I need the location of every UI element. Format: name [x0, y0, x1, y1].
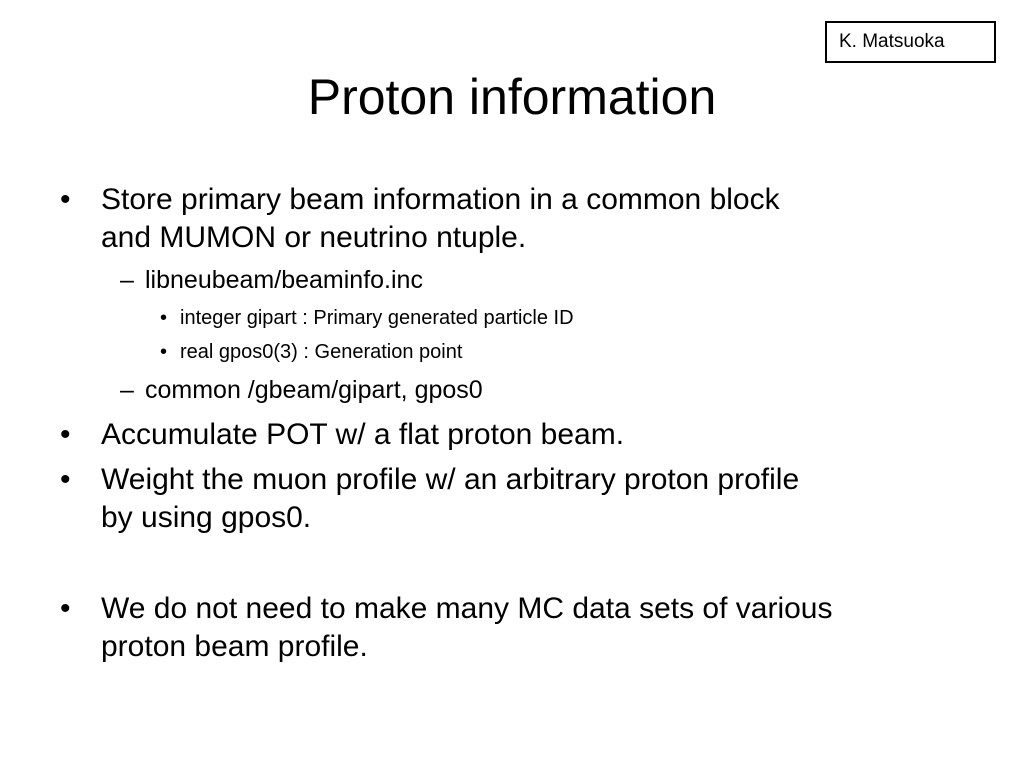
bullet-text-line: and MUMON or neutrino ntuple. [101, 221, 527, 254]
sub-sub-item-text: real gpos0(3) : Generation point [180, 341, 463, 363]
bullet-marker: • [160, 341, 168, 363]
bullet-text-line: Weight the muon profile w/ an arbitrary proton profile [101, 463, 800, 496]
sub-sub-item-gipart [160, 305, 860, 331]
sub-sub-item-text: integer gipart : Primary generated particle ID [180, 307, 574, 329]
bullet-text-line: Accumulate POT w/ a flat proton beam. [101, 418, 625, 451]
bullet-text-line: proton beam profile. [101, 630, 368, 663]
bullet-text-line: Store primary beam information in a common block [101, 183, 780, 216]
bullet-item-mc-data-sets [60, 590, 960, 666]
sub-item-text: common /gbeam/gipart, gpos0 [145, 376, 483, 404]
sub-sub-item-gpos0 [160, 339, 860, 365]
bullet-text-line: We do not need to make many MC data sets of various [101, 592, 833, 625]
slide-title: Proton information [307, 69, 717, 125]
bullet-item-accumulate-pot [60, 416, 960, 454]
dash-marker: – [120, 376, 134, 404]
sub-item-text: libneubeam/beaminfo.inc [145, 266, 423, 294]
bullet-marker: • [60, 183, 71, 216]
sub-item-beaminfo-inc [120, 265, 820, 295]
dash-marker: – [120, 266, 134, 294]
bullet-item-weight-muon-profile [60, 461, 960, 537]
bullet-marker: • [60, 592, 71, 625]
author-label: K. Matsuoka [839, 31, 945, 52]
bullet-marker: • [60, 463, 71, 496]
bullet-item-store-beam-info [60, 181, 960, 257]
sub-item-common-gbeam [120, 375, 820, 405]
bullet-text-line: by using gpos0. [101, 501, 312, 534]
bullet-marker: • [160, 307, 168, 329]
bullet-marker: • [60, 418, 71, 451]
